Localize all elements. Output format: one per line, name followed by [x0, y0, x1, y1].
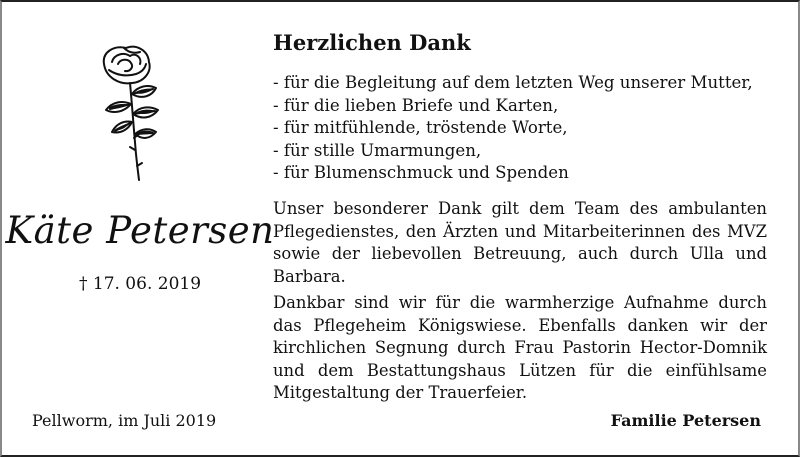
list-item: - für stille Umarmungen,	[273, 140, 482, 160]
list-item: - für mitfühlende, tröstende Worte,	[273, 118, 568, 137]
paragraph-gratitude: Dankbar sind wir für die warmherzige Aufnahme durch das Pflegeheim Königswiese. Ebenfalls danken wir der kirchlichen Segnung durch Frau Pastorin Hector-Domnik und dem Bestattungshaus Lützen für die einfühlsame Mitgestaltung der Trauerfeier.	[273, 293, 767, 402]
heading: Herzlichen Dank	[273, 30, 471, 55]
death-date: † 17. 06. 2019	[78, 274, 202, 294]
paragraph-special-thanks: Unser besonderer Dank gilt dem Team des ambulanten Pflegedienstes, den Ärzten und Mitarbeiterinnen des MVZ sowie der liebevollen Betreuung, auch durch Ulla und Barbara.	[273, 199, 767, 286]
list-item: - für Blumenschmuck und Spenden	[273, 163, 569, 182]
deceased-name: Käte Petersen	[5, 209, 275, 252]
place-and-date: Pellworm, im Juli 2019	[32, 411, 217, 430]
list-item: - für die lieben Briefe und Karten,	[273, 95, 559, 115]
rose-icon	[94, 42, 174, 182]
thanks-list	[273, 72, 753, 185]
signature: Familie Petersen	[610, 411, 761, 430]
list-item: - für die Begleitung auf dem letzten Weg unserer Mutter,	[273, 73, 753, 92]
